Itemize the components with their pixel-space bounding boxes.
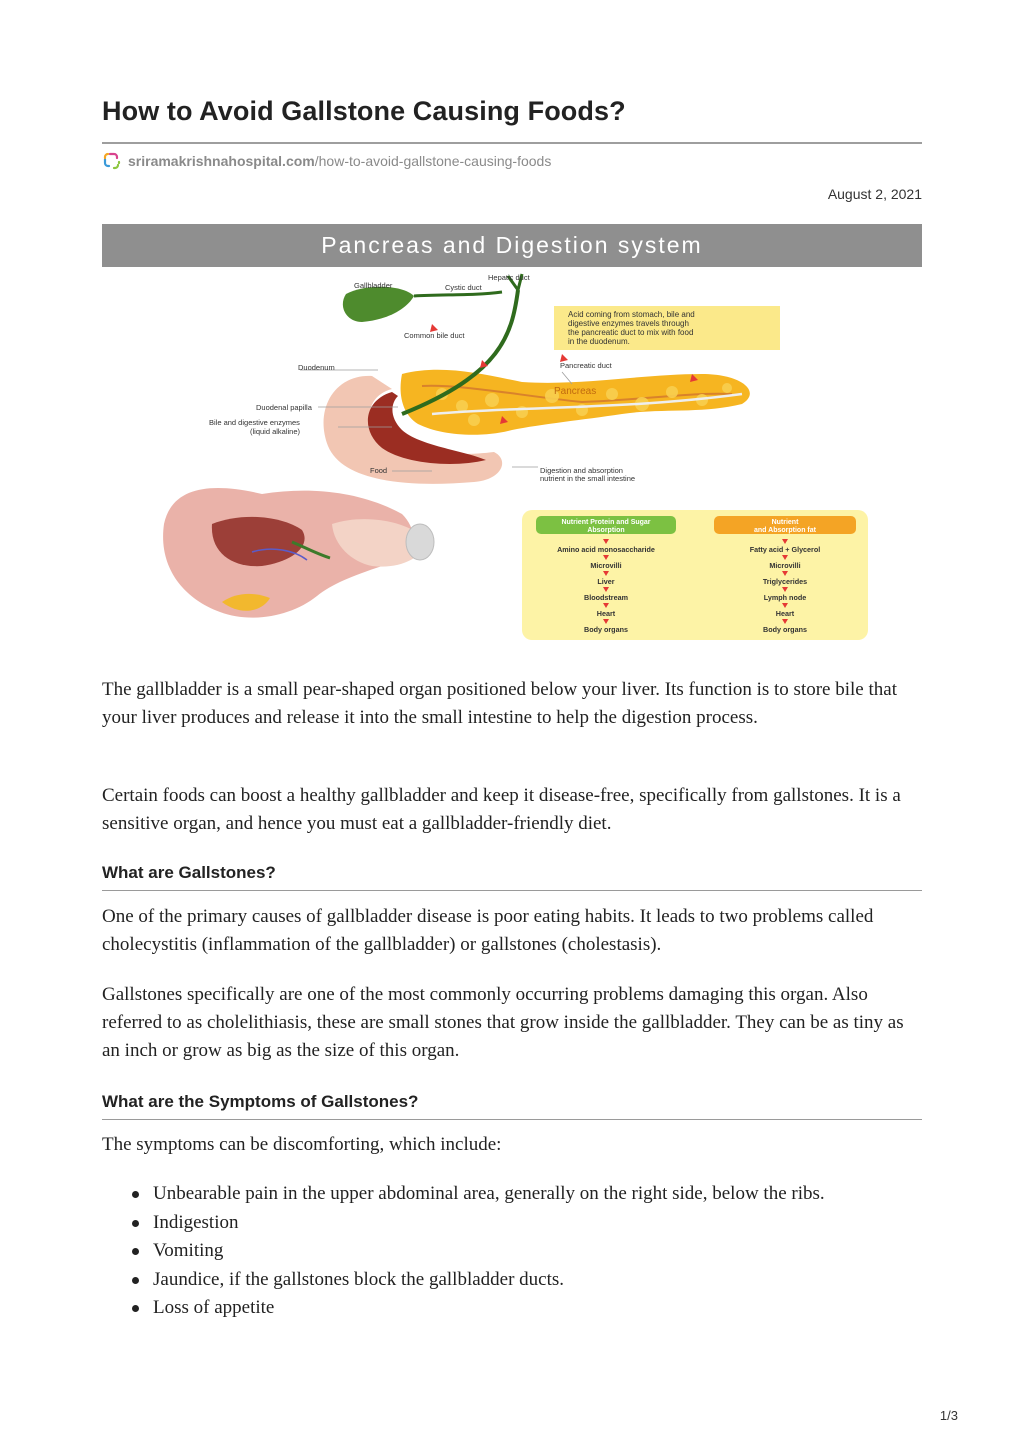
bullet-icon <box>132 1248 139 1255</box>
title-divider <box>102 142 922 144</box>
note-line-2: digestive enzymes travels through <box>568 319 689 328</box>
label-common-bile-duct: Common bile duct <box>404 331 465 340</box>
gallstones-paragraph-1: One of the primary causes of gallbladder disease is poor eating habits. It leads to two problems called cholecystitis (inflammation of the gallbladder) or gallstones (cholestasis). <box>102 906 874 955</box>
note-line-1: Acid coming from stomach, bile and <box>568 310 695 319</box>
publish-date: August 2, 2021 <box>827 186 922 202</box>
flow-right-header-line2: and Absorption fat <box>754 527 816 534</box>
list-item <box>102 1237 922 1266</box>
list-item <box>102 1294 922 1323</box>
label-cystic-duct: Cystic duct <box>445 283 482 292</box>
flow-step-left-2: Microvilli <box>590 561 622 570</box>
flow-step-left-6: Body organs <box>584 625 628 634</box>
flow-step-left-1: Amino acid monosaccharide <box>557 545 655 554</box>
flow-step-left-4: Bloodstream <box>584 593 628 602</box>
note-line-4: in the duodenum. <box>568 337 630 346</box>
list-item <box>102 1180 922 1209</box>
note-line-3: the pancreatic duct to mix with food <box>568 328 694 337</box>
symptoms-intro: The symptoms can be discomforting, which include: <box>102 1134 502 1155</box>
gallstones-paragraph-2: Gallstones specifically are one of the most commonly occurring problems damaging this organ. Also referred to as cholelithiasis, these are small stones that grow inside the gallbladder. They can be as tiny as an inch or grow as big as the size of this organ. <box>102 984 904 1061</box>
list-item-text: Unbearable pain in the upper abdominal area, generally on the right side, below the ribs. <box>153 1183 825 1204</box>
page-number: 1/3 <box>939 1408 958 1423</box>
source-path[interactable]: /how-to-avoid-gallstone-causing-foods <box>314 153 552 169</box>
bullet-icon <box>132 1191 139 1198</box>
label-digestion-line2: nutrient in the small intestine <box>540 474 636 483</box>
label-bile-line2: (liquid alkaline) <box>250 427 301 436</box>
flow-left-header-line1: Nutrient Protein and Sugar <box>561 519 651 526</box>
label-digestion-line1: Digestion and absorption <box>540 466 623 475</box>
page-title: How to Avoid Gallstone Causing Foods? <box>102 96 626 126</box>
flow-step-right-1: Fatty acid + Glycerol <box>749 545 821 554</box>
label-pancreatic-duct: Pancreatic duct <box>560 361 612 370</box>
list-item-text: Loss of appetite <box>153 1297 275 1318</box>
list-item-text: Vomiting <box>153 1240 224 1261</box>
flow-step-left-5: Heart <box>596 609 616 618</box>
anatomy-figure <box>102 224 922 654</box>
flow-left-header-line2: Absorption <box>587 527 625 534</box>
list-item <box>102 1266 922 1295</box>
flow-step-right-4: Lymph node <box>763 593 807 602</box>
label-gallbladder: Gallbladder <box>354 281 393 290</box>
symptoms-list <box>102 1180 922 1323</box>
label-hepatic-duct: Hepatic duct <box>488 273 530 282</box>
heading-divider-1 <box>102 890 922 891</box>
flow-step-right-6: Body organs <box>763 625 807 634</box>
flow-step-left-3: Liver <box>597 577 615 586</box>
label-duodenum: Duodenum <box>298 363 335 372</box>
list-item <box>102 1209 922 1238</box>
flow-step-right-5: Heart <box>775 609 795 618</box>
pancreas-digestion-illustration <box>102 224 922 654</box>
intro-paragraph-1: The gallbladder is a small pear-shaped organ positioned below your liver. Its function is to store bile that your liver produces and release it into the small intestine to help the digestion process. <box>102 679 897 728</box>
bullet-icon <box>132 1220 139 1227</box>
source-link[interactable] <box>102 151 551 171</box>
flow-step-right-3: Triglycerides <box>762 577 808 586</box>
label-pancreas: Pancreas <box>554 386 597 397</box>
label-duodenal-papilla: Duodenal papilla <box>256 403 312 412</box>
intro-paragraph-2: Certain foods can boost a healthy gallbladder and keep it disease-free, specifically from gallstones. It is a sensitive organ, and hence you must eat a gallbladder-friendly diet. <box>102 785 901 834</box>
list-item-text: Jaundice, if the gallstones block the gallbladder ducts. <box>153 1268 565 1290</box>
label-bile-line1: Bile and digestive enzymes <box>209 418 300 427</box>
flow-right-header-line1: Nutrient <box>771 519 799 526</box>
list-item-text: Indigestion <box>153 1211 239 1233</box>
heading-symptoms: What are the Symptoms of Gallstones? <box>102 1092 419 1111</box>
heading-what-are-gallstones: What are Gallstones? <box>102 863 276 882</box>
flow-step-right-2: Microvilli <box>769 561 801 570</box>
bullet-icon <box>132 1277 139 1284</box>
site-link-icon <box>102 151 122 171</box>
source-domain[interactable]: sriramakrishnahospital.com <box>128 153 315 169</box>
label-food: Food <box>370 466 388 475</box>
figure-banner-title: Pancreas and Digestion system <box>321 232 703 258</box>
bullet-icon <box>132 1305 139 1312</box>
heading-divider-2 <box>102 1119 922 1120</box>
